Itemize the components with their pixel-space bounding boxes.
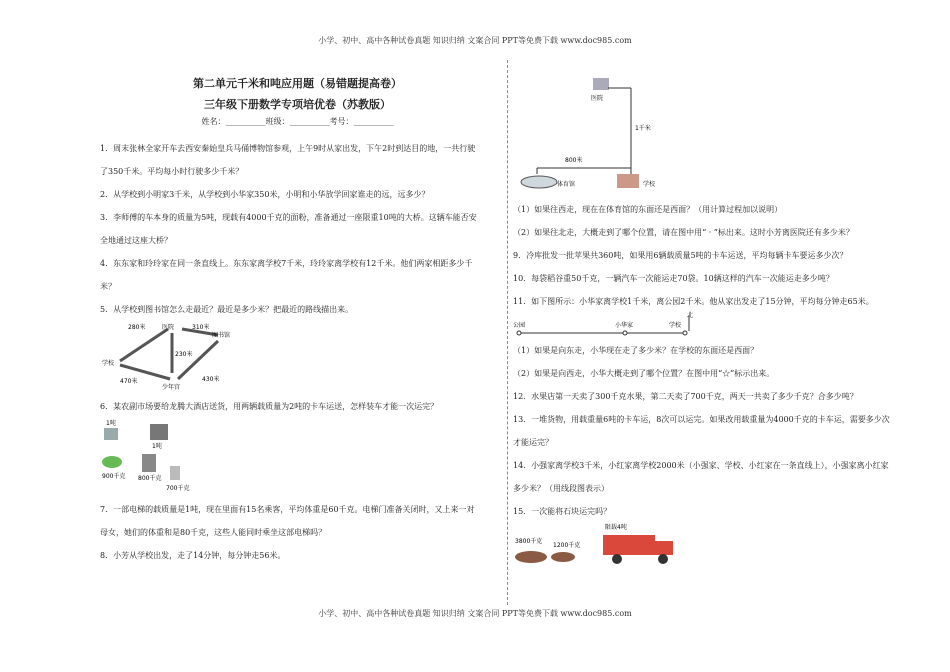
park-point bbox=[517, 331, 521, 335]
page-subtitle: 三年级下册数学专项培优卷（苏教版） bbox=[204, 98, 391, 111]
map-gym-label: 体育馆 bbox=[557, 181, 576, 188]
weight-700kg: 700千克 bbox=[166, 485, 190, 492]
stone-1200kg-label: 1200千克 bbox=[553, 542, 581, 549]
direction-map-svg bbox=[513, 78, 713, 196]
question-15: 15．一次能将石块运完吗？ bbox=[513, 507, 612, 516]
truck-wheel-icon bbox=[658, 554, 668, 564]
direction-map-figure bbox=[513, 78, 908, 196]
stone-pile-1-icon bbox=[515, 551, 547, 563]
distance-310: 310米 bbox=[192, 324, 210, 331]
truck-body-icon bbox=[603, 535, 655, 555]
question-7-line-2: 母女，她们的体重和是80千克，这些人能同时乘坐这部电梯吗？ bbox=[100, 528, 327, 537]
map-hospital-label: 医院 bbox=[591, 95, 604, 102]
map-school-label: 学校 bbox=[643, 181, 656, 188]
school-icon bbox=[617, 174, 639, 188]
route-map-figure bbox=[100, 321, 495, 391]
truck-figure bbox=[513, 521, 908, 565]
hospital-icon bbox=[593, 78, 609, 90]
question-4-line-2: 米？ bbox=[100, 282, 116, 291]
truck-cab-icon bbox=[655, 541, 673, 555]
question-7-line-1: 7．一部电梯的载质量是1吨，现在里面有15名乘客，平均体重是60千克。电梯门准备关闭时，又上来一对 bbox=[100, 505, 475, 514]
truck-wheel-icon bbox=[612, 554, 622, 564]
question-6: 6．某农副市场要给龙腾大酒店送货，用两辆载质量为2吨的卡车运送，怎样装车才能一次运完？ bbox=[100, 402, 439, 411]
gym-icon bbox=[521, 176, 557, 188]
label-school: 学校 bbox=[102, 360, 115, 367]
line-park-label: 公园 bbox=[513, 322, 526, 329]
weight-1t-a: 1吨 bbox=[106, 420, 116, 427]
distance-430: 430米 bbox=[202, 376, 220, 383]
question-1-line-1: 1．周末张林全家开车去西安秦始皇兵马俑博物馆参观，上午9时从家出发，下午2时到达目的地，一共行驶 bbox=[100, 144, 476, 153]
question-8-part-2: （2）如果往北走，大概走到了哪个位置，请在图中用“ · ”标出来。这时小芳离医院还有多少米？ bbox=[513, 228, 854, 237]
line-school-label: 学校 bbox=[669, 322, 682, 329]
goods-fruit-icon bbox=[102, 456, 122, 468]
question-14-line-1: 14．小强家离学校3千米，小红家离学校2000米（小强家、学校、小红家在一条直线上），小强家离小红家 bbox=[513, 461, 889, 470]
limit-label: 限载4吨 bbox=[605, 524, 627, 531]
north-label: 北 bbox=[687, 312, 694, 319]
goods-rice-icon bbox=[150, 424, 168, 440]
question-13-line-2: 才能运完？ bbox=[513, 438, 553, 447]
goods-bottle-icon bbox=[170, 466, 180, 480]
question-1-line-2: 了350千米。平均每小时行驶多少千米？ bbox=[100, 167, 244, 176]
question-10: 10．每袋稻谷重50千克，一辆汽车一次能运走70袋。10辆这样的汽车一次能运走多少吨？ bbox=[513, 274, 834, 283]
weight-900kg: 900千克 bbox=[102, 473, 126, 480]
distance-800m: 800米 bbox=[565, 157, 583, 164]
weight-800kg: 800千克 bbox=[138, 475, 162, 482]
left-column bbox=[100, 78, 495, 561]
distance-230: 230米 bbox=[175, 351, 193, 358]
question-8: 8．小芳从学校出发，走了14分钟，每分钟走56米。 bbox=[100, 551, 286, 560]
question-13-line-1: 13．一堆货物，用载重量6吨的卡车运，8次可以运完。如果改用载重量为4000千克的卡车运，需要多少次 bbox=[513, 415, 890, 424]
weight-1t-b: 1吨 bbox=[152, 443, 162, 450]
question-3-line-2: 全地通过这座大桥？ bbox=[100, 236, 172, 245]
goods-vegetable-icon bbox=[104, 428, 118, 440]
label-library: 图书馆 bbox=[212, 332, 231, 339]
home-point bbox=[623, 331, 627, 335]
page-title: 第二单元千米和吨应用题（易错题提高卷） bbox=[193, 77, 402, 90]
page-header: 小学、初中、高中各种试卷真题 知识归纳 文案合同 PPT等免费下载 www.doc985.com bbox=[318, 36, 632, 45]
question-11: 11．如下图所示：小华家离学校1千米，离公园2千米。他从家出发走了15分钟，平均每分钟走65米。 bbox=[513, 297, 874, 306]
distance-280: 280米 bbox=[128, 324, 146, 331]
route-map-svg bbox=[100, 321, 260, 391]
stone-3800kg-label: 3800千克 bbox=[515, 538, 543, 545]
line-figure-svg bbox=[513, 311, 713, 341]
line-figure bbox=[513, 311, 908, 341]
truck-figure-svg bbox=[513, 521, 713, 565]
question-12: 12．水果店第一天卖了300千克水果，第二天卖了700千克，两天一共卖了多少千克？合多少吨？ bbox=[513, 392, 858, 401]
school-point bbox=[683, 331, 687, 335]
distance-470: 470米 bbox=[120, 378, 138, 385]
question-9: 9．冷库批发一批苹果共360吨，如果用6辆载质量5吨的卡车运送，平均每辆卡车要运多少次？ bbox=[513, 251, 848, 260]
question-11-part-1: （1）如果是向东走，小华现在走了多少米？在学校的东面还是西面？ bbox=[513, 346, 759, 355]
label-youth-palace: 少年宫 bbox=[162, 384, 181, 391]
route-library-youth bbox=[178, 341, 218, 379]
label-hospital: 医院 bbox=[162, 324, 175, 331]
question-4-line-1: 4．东东家和玲玲家在同一条直线上。东东家离学校7千米，玲玲家离学校有12千米。他们两家相距多少千 bbox=[100, 259, 473, 268]
goods-oil-icon bbox=[142, 454, 156, 472]
goods-figure bbox=[100, 418, 495, 496]
question-11-part-2: （2）如果是向西走，小华大概走到了哪个位置？在图中用“☆”标示出来。 bbox=[513, 369, 775, 378]
question-2: 2．从学校到小明家3千米，从学校到小华家350米，小明和小华放学回家谁走的远，远多少？ bbox=[100, 190, 430, 199]
line-home-label: 小华家 bbox=[615, 322, 634, 329]
question-3-line-1: 3．李师傅的车本身的质量为5吨，现载有4000千克的面粉，准备通过一座限重10吨的大桥。这辆车能否安 bbox=[100, 213, 477, 222]
question-5: 5．从学校到图书馆怎么走最近？最近是多少米？把最近的路线描出来。 bbox=[100, 305, 354, 314]
column-divider bbox=[507, 60, 508, 605]
student-info: 姓名：__________班级：__________考号：__________ bbox=[201, 117, 394, 126]
route-school-youth bbox=[120, 365, 170, 379]
goods-svg bbox=[100, 418, 200, 496]
question-8-part-1: （1）如果往西走，现在在体育馆的东面还是西面？（用计算过程加以说明） bbox=[513, 205, 783, 214]
page-footer: 小学、初中、高中各种试卷真题 知识归纳 文案合同 PPT等免费下载 www.doc985.com bbox=[318, 609, 632, 618]
stone-pile-2-icon bbox=[551, 552, 575, 562]
distance-1km: 1千米 bbox=[635, 125, 651, 132]
right-column bbox=[513, 78, 908, 565]
route-school-hospital bbox=[120, 329, 168, 361]
question-14-line-2: 多少米？（用线段图表示） bbox=[513, 484, 609, 493]
